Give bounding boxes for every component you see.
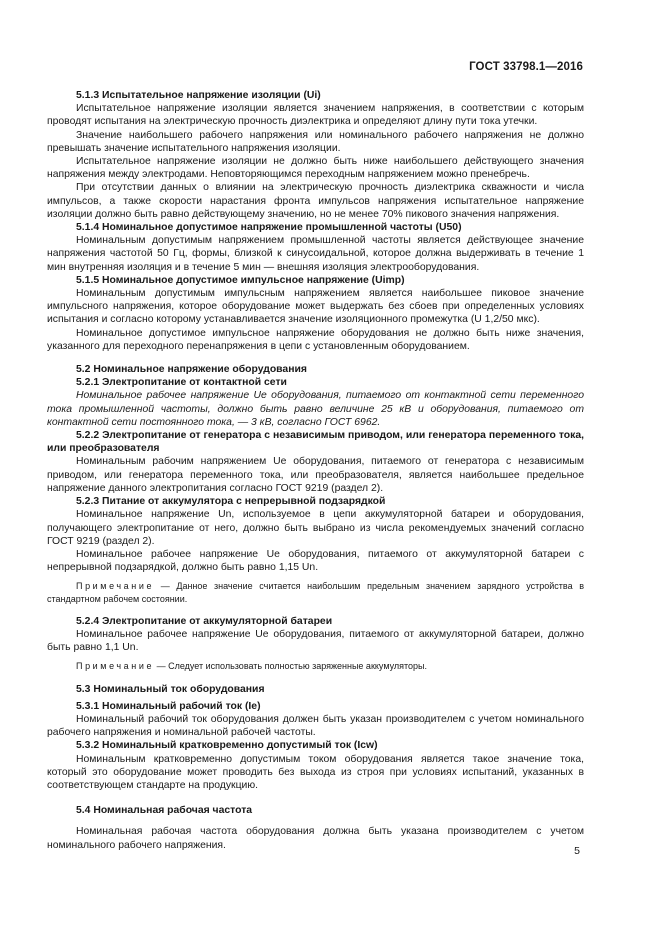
note-label: Примечание xyxy=(76,661,155,672)
note xyxy=(47,660,584,672)
paragraph: Номинальное допустимое импульсное напряжение оборудования не должно быть ниже значения, указанного для переходного перенапряжения в цепи с установленным оборудованием. xyxy=(47,327,584,352)
section-heading: 5.1.3 Испытательное напряжение изоляции (Ui) xyxy=(76,90,321,101)
document-body xyxy=(47,89,584,852)
section-heading: 5.3.2 Номинальный кратковременно допустимый ток (Icw) xyxy=(76,740,378,752)
section-heading: 5.3.1 Номинальный рабочий ток (Ie) xyxy=(76,700,261,712)
paragraph: Испытательное напряжение изоляции не должно быть ниже наибольшего действующего значения напряжения между электродами. Неповторяющимся переходным напряжением можно пренебречь. xyxy=(47,156,584,181)
section-heading: 5.1.5 Номинальное допустимое импульсное напряжение (Uimp) xyxy=(76,274,405,286)
section-heading: 5.2.3 Питание от аккумулятора с непрерывной подзарядкой xyxy=(76,496,386,508)
standard-header: ГОСТ 33798.1—2016 xyxy=(469,61,583,73)
note-label: Примечание xyxy=(76,581,155,592)
paragraph: Номинальное рабочее напряжение Ue оборудования, питаемого от аккумуляторной батареи с непрерывной подзарядкой, должно быть равно 1,15 Un. xyxy=(47,548,584,574)
note xyxy=(47,580,584,604)
section-heading: 5.2.1 Электропитание от контактной сети xyxy=(76,377,287,389)
paragraph: Значение наибольшего рабочего напряжения или номинального рабочего напряжения не должно превышать значение испытательного напряжения изоляции. xyxy=(47,129,584,154)
note-text: — Данное значение считается наибольшим предельным значением зарядного устройства в стандартном рабочем состоянии. xyxy=(47,581,584,604)
note-text: — Следует использовать полностью заряженные аккумуляторы. xyxy=(154,661,428,672)
paragraph: Номинальным рабочим напряжением Ue оборудования, питаемого от генератора с независимым приводом, или генератора переменного тока, или преобразователя, является наибольшее предельное напряжение данного электропитания согласно ГОСТ 9219 (раздел 2). xyxy=(47,456,584,494)
paragraph: Номинальная рабочая частота оборудования должна быть указана производителем с учетом номинального рабочего напряжения. xyxy=(47,826,584,851)
paragraph: Номинальный рабочий ток оборудования должен быть указан производителем с учетом номинального рабочего напряжения и номинальной рабочей частоты. xyxy=(47,713,584,739)
paragraph: Номинальным допустимым импульсным напряжением является наибольшее пиковое значение импульсного напряжения, которое оборудование может выдержать без сбоев при определенных условиях испытания и согласно которому устанавливается значение изоляционного промежутка (U 1,2/50 мкс). xyxy=(47,288,584,326)
section-heading: 5.2.4 Электропитание от аккумуляторной батареи xyxy=(76,615,333,627)
section-heading: 5.1.4 Номинальное допустимое напряжение промышленной частоты (U50) xyxy=(76,222,462,234)
paragraph: Номинальное рабочее напряжение Ue оборудования, питаемого от контактной сети переменного тока промышленной частоты, должно быть равно величине 25 кВ и оборудования, питаемого от контактной сети постоянного тока, — 3 кВ, согласно ГОСТ 6962. xyxy=(47,390,584,428)
paragraph: Номинальным допустимым напряжением промышленной частоты является действующее значение напряжения частотой 50 Гц, формы, близкой к синусоидальной, которое должна выдерживать в течение 1 мин внутренняя изоляция и в течение 5 мин — внешняя изоляция электрооборудования. xyxy=(47,235,584,273)
section-heading: 5.4 Номинальная рабочая частота xyxy=(76,805,253,817)
section-heading: 5.2.2 Электропитание от генератора с независимым приводом, или генератора переменного тока, или преобразователя xyxy=(47,430,584,455)
paragraph: Номинальное напряжение Un, используемое в цепи аккумуляторной батареи и оборудования, получающего электропитание от него, должно быть выбрано из числа рекомендуемых значений согласно ГОСТ 9219 (раздел 2). xyxy=(47,509,584,547)
section-heading: 5.2 Номинальное напряжение оборудования xyxy=(76,364,307,376)
paragraph: Номинальным кратковременно допустимым током оборудования является такое значение тока, который это оборудование может проводить без выхода из строя при условиях испытаний, указанных в соответствующем стандарте на продукцию. xyxy=(47,753,584,791)
paragraph: При отсутствии данных о влиянии на электрическую прочность диэлектрика скважности и числа импульсов, а также скорости нарастания фронта импульсов напряжения испытательное напряжение изоляции должно быть равно действующему значению, но не менее 70% пикового значения напряжения. xyxy=(47,182,584,220)
section-heading: 5.3 Номинальный ток оборудования xyxy=(76,683,265,695)
page-number: 5 xyxy=(574,845,580,857)
paragraph: Испытательное напряжение изоляции является значением напряжения, в соответствии с которым проводят испытания на электрическую прочность диэлектрика и определяют длину пути тока утечки. xyxy=(47,103,584,128)
paragraph: Номинальное рабочее напряжение Ue оборудования, питаемого от аккумуляторной батареи, должно быть равно 1,1 Un. xyxy=(47,628,584,654)
